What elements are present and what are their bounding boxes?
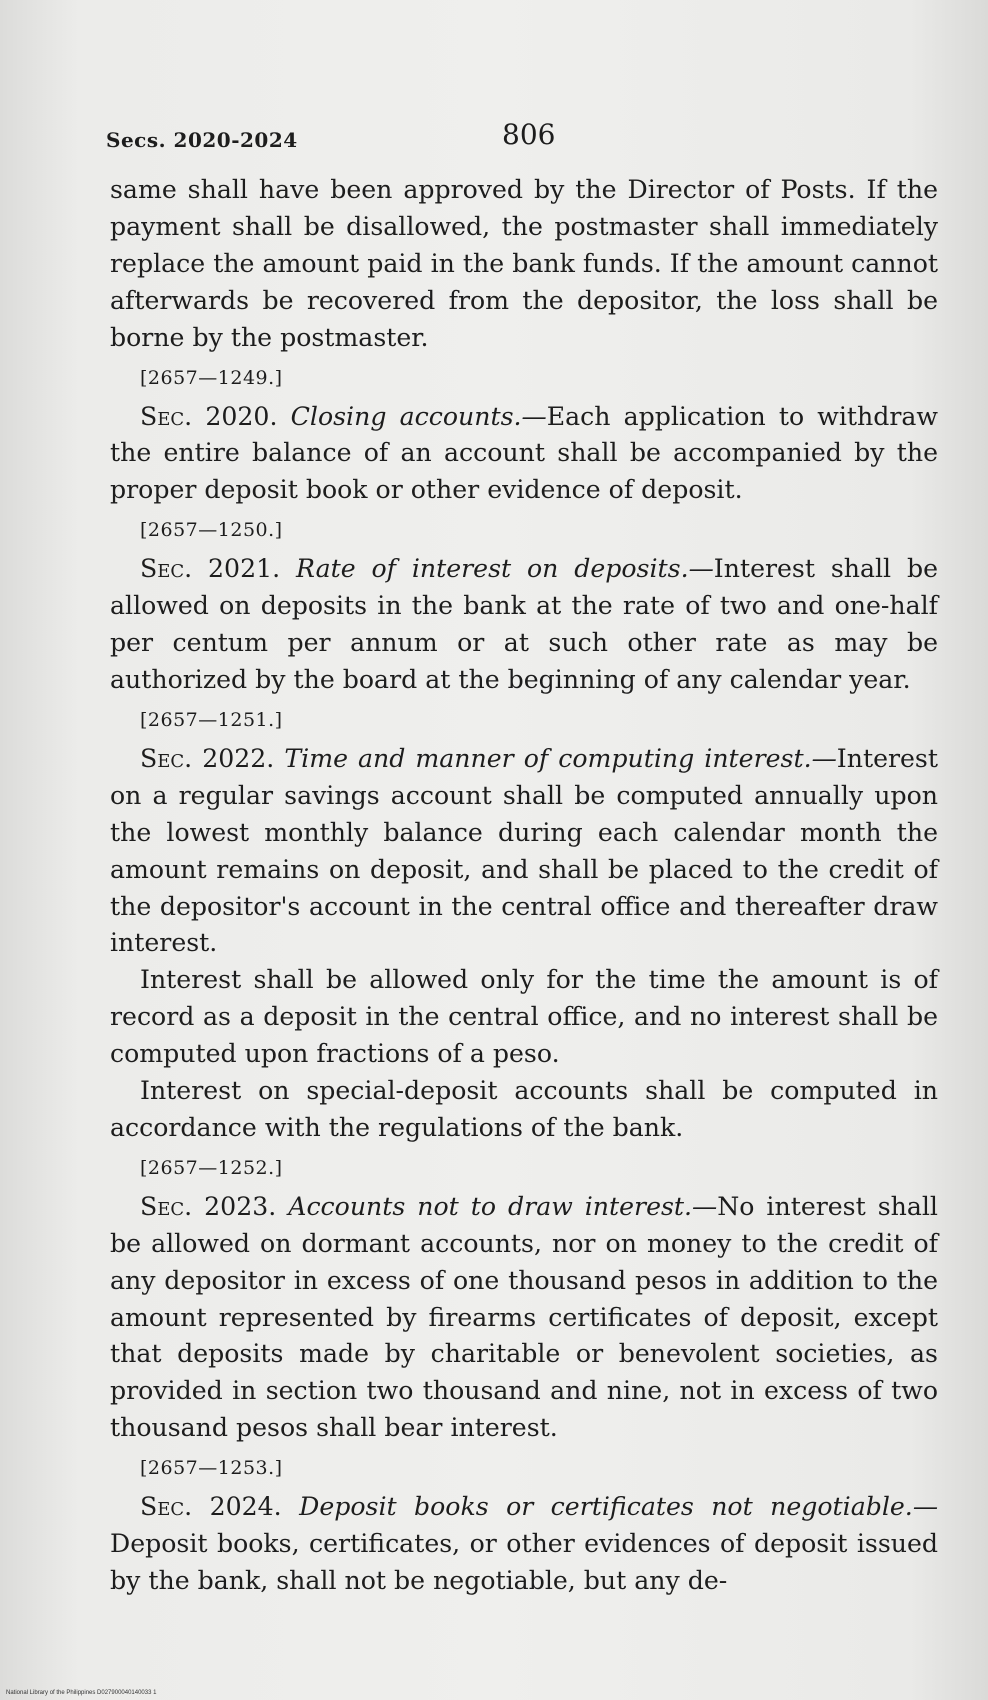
section-caption: Rate of interest on deposits.— bbox=[296, 554, 714, 584]
scan-footer: National Library of the Philippines D027900040140033 1 bbox=[6, 1690, 157, 1696]
section-label: Sec. 2024. bbox=[140, 1492, 282, 1522]
section-text: No interest shall be allowed on dormant accounts, nor on money to the credit of any depositor in excess of one thousand pesos in addition to the amount represented by firearms certificates of deposit, except that deposits made by charitable or benevolent societies, as provided in section two thousand and nine, not in excess of two thousand pesos shall bear interest. bbox=[110, 1191, 938, 1443]
section-paragraph bbox=[110, 741, 938, 962]
section-label: Sec. 2023. bbox=[140, 1191, 277, 1221]
section-text: Deposit books, certificates, or other evidences of deposit issued by the bank, shall not be negotiable, but any de- bbox=[110, 1529, 938, 1595]
section-2022 bbox=[110, 701, 938, 1147]
section-label: Sec. 2021. bbox=[140, 554, 281, 584]
section-2023 bbox=[110, 1149, 938, 1447]
section-2021 bbox=[110, 511, 938, 699]
section-text: Interest shall be allowed on deposits in the bank at the rate of two and one-half per centum per annum or at such other rate as may be authorized by the board at the beginning of any calendar year. bbox=[110, 554, 939, 694]
section-text: Interest on a regular savings account shall be computed annually upon the lowest monthly balance during each calendar month the amount remains on deposit, and shall be placed to the credit of the depositor's account in the central office and thereafter draw interest. bbox=[110, 743, 938, 958]
page-number: 806 bbox=[502, 118, 556, 151]
section-paragraph bbox=[110, 1189, 938, 1447]
section-2024 bbox=[110, 1449, 938, 1600]
section-caption: Deposit books or certificates not negotiable.— bbox=[299, 1492, 939, 1522]
section-paragraph bbox=[110, 551, 938, 699]
section-caption: Time and manner of computing interest.— bbox=[284, 743, 837, 773]
section-extra-paragraph: Interest shall be allowed only for the time the amount is of record as a deposit in the central office, and no interest shall be computed upon fractions of a peso. bbox=[110, 965, 938, 1069]
section-label: Sec. 2022. bbox=[140, 743, 275, 773]
section-2020 bbox=[110, 359, 938, 510]
citation: [2657—1250.] bbox=[140, 519, 283, 542]
citation: [2657—1253.] bbox=[140, 1457, 283, 1480]
page-body bbox=[110, 172, 938, 1600]
page-header bbox=[106, 118, 926, 158]
opening-paragraph: same shall have been approved by the Director of Posts. If the payment shall be disallowed, the postmaster shall immediately replace the amount paid in the bank funds. If the amount cannot afterwards be recovered from the depositor, the loss shall be borne by the postmaster. bbox=[110, 175, 938, 352]
section-caption: Accounts not to draw interest.— bbox=[288, 1191, 718, 1221]
citation: [2657—1251.] bbox=[140, 708, 283, 731]
section-caption: Closing accounts.— bbox=[290, 401, 547, 431]
section-range: Secs. 2020-2024 bbox=[106, 128, 298, 152]
citation: [2657—1249.] bbox=[140, 366, 283, 389]
section-extra-paragraph: Interest on special-deposit accounts shall be computed in accordance with the regulations of the bank. bbox=[110, 1076, 938, 1142]
citation: [2657—1252.] bbox=[140, 1156, 283, 1179]
section-paragraph bbox=[110, 1489, 938, 1600]
section-label: Sec. 2020. bbox=[140, 401, 278, 431]
section-paragraph bbox=[110, 399, 938, 510]
section-text: Each application to withdraw the entire balance of an account shall be accompanied by the proper deposit book or other evidence of deposit. bbox=[110, 401, 938, 505]
